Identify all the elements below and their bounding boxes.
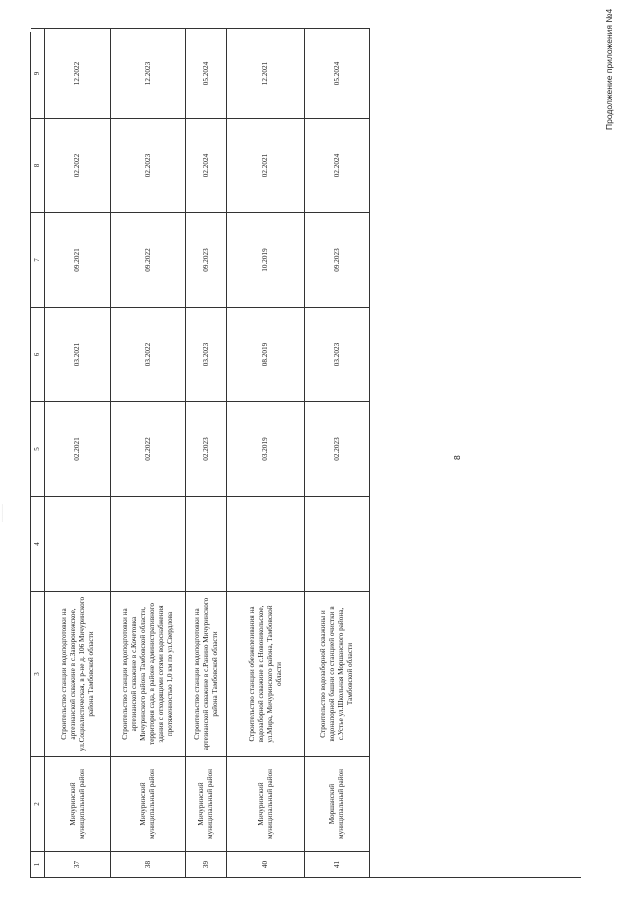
cell-col4 <box>186 496 227 591</box>
object-cell: Строительство станции водоподготовки на артезианской скважине в с.Кочетовка Мичуринского района Тамбовской области, территория сада, в районе административного здания с отходящими сетями водоснабжения протяженностью 1,0 км по ул.Свердлова <box>111 591 186 756</box>
date-cell: 12.2023 <box>111 28 186 118</box>
object-cell: Строительство водозаборной скважины и водонапорной башни со станцией очистки в с.Устье ул.Школьная Моршанского района, Тамбовской области <box>305 591 370 756</box>
district-cell: Мичуринский муниципальный район <box>45 756 111 851</box>
date-cell: 02.2021 <box>227 118 305 212</box>
date-cell: 02.2023 <box>305 401 370 496</box>
date-cell: 02.2023 <box>111 118 186 212</box>
date-cell: 02.2024 <box>305 118 370 212</box>
cell-col4 <box>111 496 186 591</box>
object-cell: Строительство станции водоподготовки на артезианской скважине в с.Заворонежское, ул.Социалистическая, в р-не д. 106 Мичуринского района Тамбовской области <box>45 591 111 756</box>
col-header-7: 7 <box>31 212 45 307</box>
date-cell: 03.2023 <box>186 307 227 401</box>
cell-col4 <box>227 496 305 591</box>
object-cell: Строительство станции обезжелезивания на водозаборной скважине в с.Новоникольское, ул.Мира, Мичуринского района, Тамбовской области <box>227 591 305 756</box>
col-header-1: 1 <box>31 851 45 877</box>
col-header-8: 8 <box>31 118 45 212</box>
page-number: 8 <box>452 455 462 460</box>
row-number: 40 <box>227 851 305 877</box>
district-cell: Моршанский муниципальный район <box>305 756 370 851</box>
cell-col4 <box>305 496 370 591</box>
date-cell: 02.2021 <box>45 401 111 496</box>
district-cell: Мичуринский муниципальный район <box>186 756 227 851</box>
date-cell: 12.2022 <box>45 28 111 118</box>
col-header-2: 2 <box>31 756 45 851</box>
col-header-6: 6 <box>31 307 45 401</box>
date-cell: 03.2022 <box>111 307 186 401</box>
date-cell: 08.2019 <box>227 307 305 401</box>
date-cell: 09.2023 <box>305 212 370 307</box>
object-cell: Строительство станции водоподготовки на артезианской скважине в с.Ранино Мичуринского района Тамбовской области <box>186 591 227 756</box>
col-header-5: 5 <box>31 401 45 496</box>
date-cell: 02.2024 <box>186 118 227 212</box>
schedule-table <box>30 32 581 878</box>
date-cell: 03.2023 <box>305 307 370 401</box>
date-cell: 05.2024 <box>305 28 370 118</box>
date-cell: 09.2023 <box>186 212 227 307</box>
col-header-9: 9 <box>31 28 45 118</box>
faint-stamp: ········· <box>0 504 6 522</box>
row-number: 41 <box>305 851 370 877</box>
date-cell: 09.2022 <box>111 212 186 307</box>
row-number: 38 <box>111 851 186 877</box>
date-cell: 12.2021 <box>227 28 305 118</box>
row-number: 39 <box>186 851 227 877</box>
date-cell: 02.2022 <box>111 401 186 496</box>
col-header-4: 4 <box>31 496 45 591</box>
date-cell: 03.2019 <box>227 401 305 496</box>
date-cell: 02.2022 <box>45 118 111 212</box>
district-cell: Мичуринский муниципальный район <box>227 756 305 851</box>
cell-col4 <box>45 496 111 591</box>
district-cell: Мичуринский муниципальный район <box>111 756 186 851</box>
date-cell: 10.2019 <box>227 212 305 307</box>
date-cell: 05.2024 <box>186 28 227 118</box>
date-cell: 02.2023 <box>186 401 227 496</box>
col-header-3: 3 <box>31 591 45 756</box>
date-cell: 03.2021 <box>45 307 111 401</box>
date-cell: 09.2021 <box>45 212 111 307</box>
row-number: 37 <box>45 851 111 877</box>
continuation-label: Продолжение приложения №4 <box>604 8 614 130</box>
